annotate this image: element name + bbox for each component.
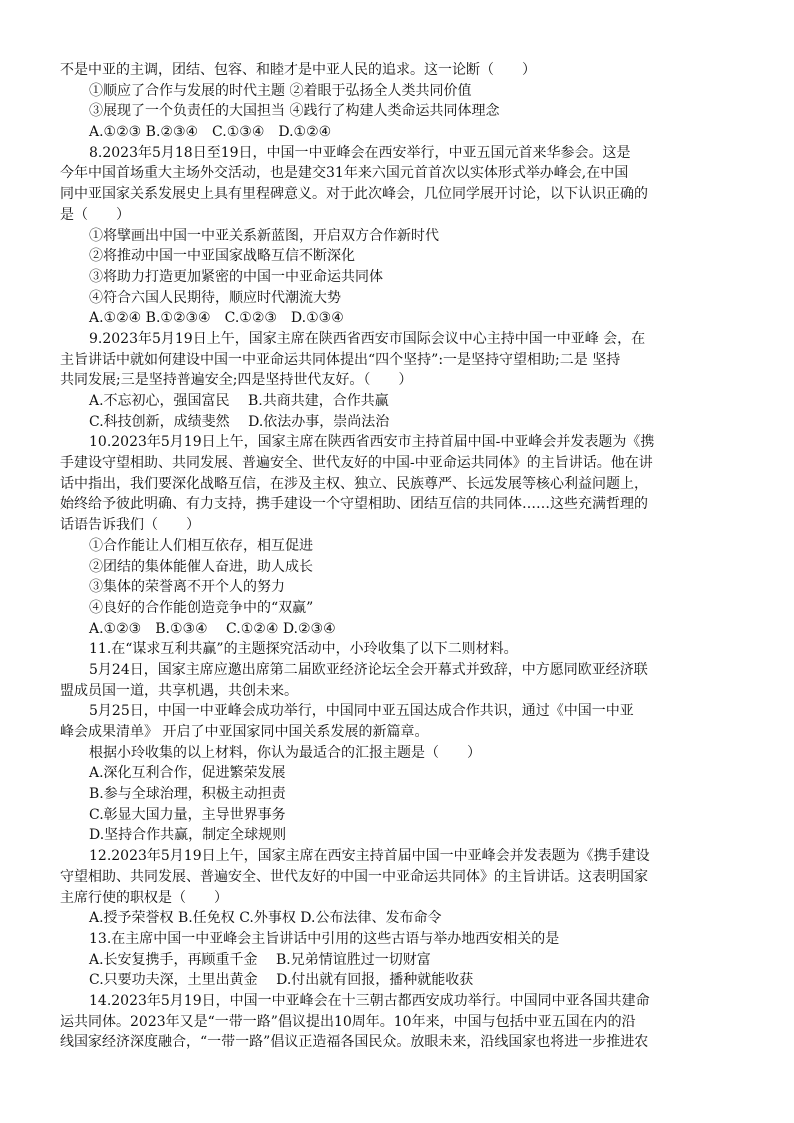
question-text-block bbox=[60, 60, 734, 1053]
text-line: 共同发展;三是坚持普遍安全;四是坚持世代友好。（ ） bbox=[60, 372, 413, 389]
text-line: ①合作能让人们相互依存，相互促进 bbox=[89, 537, 313, 554]
text-line: 守望相助、共同发展、普遍安全、世代友好的中国一中亚命运共同体》的主旨讲话。这表明国家 bbox=[60, 868, 648, 885]
text-line: 线国家经济深度融合，“一带一路”倡议正造福各国民众。放眼未来，沿线国家也将进一步推进农 bbox=[60, 1034, 649, 1051]
text-line: C.只要功夫深，土里出黄金 D.付出就有回报，播种就能收获 bbox=[89, 972, 474, 989]
text-line: 始终给予彼此明确、有力支持，携手建设一个守望相助、团结互信的共同体……这些充满哲理的 bbox=[60, 496, 648, 513]
text-line: 峰会成果清单》 开启了中亚国家同中国关系发展的新篇章。 bbox=[60, 724, 429, 740]
text-line: 5月25日，中国一中亚峰会成功举行，中国同中亚五国达成合作共识，通过《中国一中亚 bbox=[89, 703, 634, 720]
text-line: 同中亚国家关系发展史上具有里程碑意义。对于此次峰会，几位同学展开讨论，以下认识正确的 bbox=[60, 186, 648, 203]
text-line: B.参与全球治理，积极主动担责 bbox=[89, 786, 286, 803]
text-line: ③展现了一个负责任的大国担当 ④践行了构建人类命运共同体理念 bbox=[89, 103, 500, 120]
text-line: 主席行使的职权是（ ） bbox=[60, 889, 228, 906]
text-line: A.长安复携手，再顾重千金 B.兄弟情谊胜过一切财富 bbox=[89, 951, 431, 968]
text-line: 11.在“谋求互利共赢”的主题探究活动中，小玲收集了以下二则材料。 bbox=[89, 641, 518, 658]
text-line: 今年中国首场重大主场外交活动，也是建交31年来六国元首首次以实体形式举办峰会,在中国 bbox=[60, 165, 629, 182]
text-line: ①顺应了合作与发展的时代主题 ②着眼于弘扬全人类共同价值 bbox=[89, 82, 472, 99]
text-line: 14.2023年5月19日，中国一中亚峰会在十三朝古都西安成功举行。中国同中亚各国共建命 bbox=[89, 992, 650, 1009]
text-line: ②将推动中国一中亚国家战略互信不断深化 bbox=[89, 248, 355, 265]
text-line: A.①②③ B.②③④ C.①③④ D.①②④ bbox=[89, 124, 332, 141]
text-line: A.①②④ B.①②③④ C.①②③ D.①③④ bbox=[89, 310, 344, 327]
text-line: ③集体的荣誉离不开个人的努力 bbox=[89, 579, 285, 596]
text-line: ③将助力打造更加紧密的中国一中亚命运共同体 bbox=[89, 268, 383, 285]
text-line: 话语告诉我们（ ） bbox=[60, 517, 200, 534]
text-line: 是（ ） bbox=[60, 206, 130, 223]
text-line: A.深化互利合作，促进繁荣发展 bbox=[89, 765, 286, 782]
text-line: 运共同体。2023年又是“一带一路”倡议提出10周年。10年来，中国与包括中亚五国在内的沿 bbox=[60, 1013, 636, 1030]
text-line: D.坚持合作共赢，制定全球规则 bbox=[89, 827, 287, 844]
text-line: 手建设守望相助、共同发展、普遍安全、世代友好的中国-中亚命运共同体》的主旨讲话。他在讲 bbox=[60, 455, 653, 472]
text-line: 盟成员国一道，共享机遇，共创未来。 bbox=[60, 682, 298, 699]
text-line: 12.2023年5月19日上午，国家主席在西安主持首届中国一中亚峰会并发表题为《携手建设 bbox=[89, 848, 650, 865]
text-line: ①将擘画出中国一中亚关系新蓝图，开启双方合作新时代 bbox=[89, 227, 439, 244]
text-line: ④良好的合作能创造竞争中的“双赢” bbox=[89, 599, 314, 616]
text-line: 主旨讲话中就如何建设中国一中亚命运共同体提出“四个坚持”:一是坚持守望相助;二是 坚持 bbox=[60, 351, 621, 368]
text-line: 不是中亚的主调，团结、包容、和睦才是中亚人民的追求。这一论断（ ） bbox=[60, 62, 536, 78]
text-line: 5月24日，国家主席应邀出席第二届欧亚经济论坛全会开幕式并致辞，中方愿同欧亚经济联 bbox=[89, 661, 648, 678]
text-line: A.授予荣誉权 B.任免权 C.外事权 D.公布法律、发布命令 bbox=[89, 910, 442, 927]
text-line: 话中指出，我们要深化战略互信，在涉及主权、独立、民族尊严、长远发展等核心利益问题上， bbox=[60, 475, 648, 492]
text-line: 10.2023年5月19日上午，国家主席在陕西省西安市主持首届中国-中亚峰会并发表题为《携 bbox=[89, 434, 655, 451]
text-line: A.不忘初心，强国富民 B.共商共建，合作共赢 bbox=[89, 393, 389, 409]
text-line: C.彰显大国力量，主导世界事务 bbox=[89, 806, 286, 823]
text-line: 13.在主席中国一中亚峰会主旨讲话中引用的这些古语与举办地西安相关的是 bbox=[89, 930, 560, 947]
text-line: 8.2023年5月18日至19日，中国一中亚峰会在西安举行，中亚五国元首来华参会。这是 bbox=[89, 144, 631, 161]
text-line: 根据小玲收集的以上材料，你认为最适合的汇报主题是（ ） bbox=[89, 744, 481, 761]
text-line: C.科技创新，成绩斐然 D.依法办事，崇尚法治 bbox=[89, 413, 390, 430]
text-line: ②团结的集体能催人奋进，助人成长 bbox=[89, 558, 313, 575]
text-line: A.①②③ B.①③④ C.①②④ D.②③④ bbox=[89, 620, 336, 637]
text-line: ④符合六国人民期待，顺应时代潮流大势 bbox=[89, 289, 341, 306]
text-line: 9.2023年5月19日上午，国家主席在陕西省西安市国际会议中心主持中国一中亚峰 会，在 bbox=[89, 330, 646, 347]
